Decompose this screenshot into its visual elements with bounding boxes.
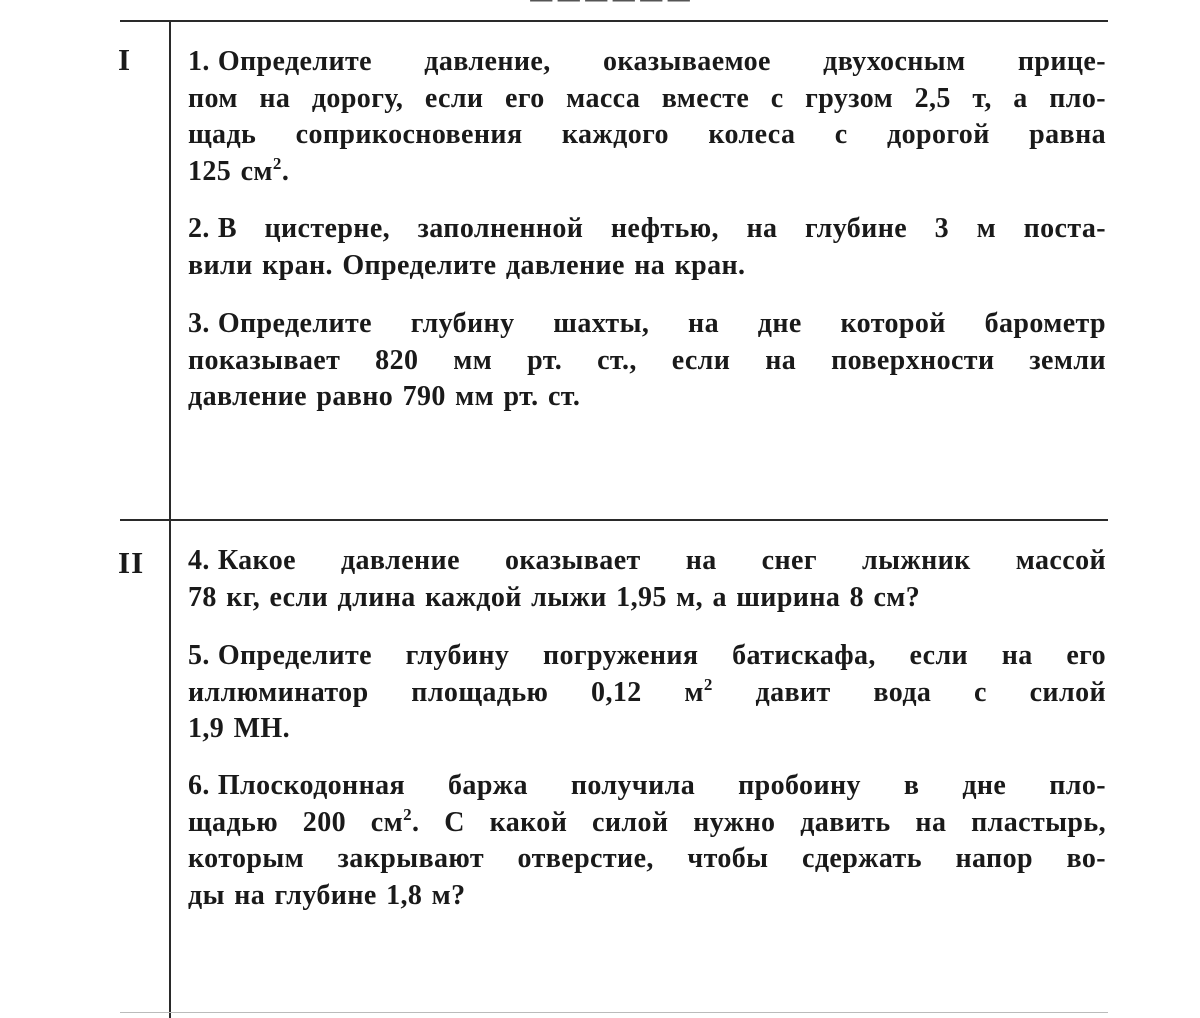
problem-text-line: щадь соприкосновения каждого колеса с дорогой равна	[188, 119, 1106, 150]
problem-text-line: Определите глубину шахты, на дне которой барометр	[217, 308, 1106, 339]
problem-5	[188, 638, 1106, 748]
problem-text-line: 1,9 МН.	[188, 713, 291, 744]
table-row-divider	[120, 519, 1108, 521]
problem-text-line: Плоскодонная баржа получила пробоину в дне пло-	[217, 770, 1106, 801]
problem-text-line: вили кран. Определите давление на кран.	[188, 249, 746, 281]
superscript: 2	[272, 153, 282, 173]
problem-text-line: . С какой силой нужно давить на пластырь,	[412, 806, 1107, 838]
problem-6	[188, 768, 1106, 914]
problem-text-line: 125 см	[188, 155, 273, 187]
variant-label-ii: II	[118, 545, 145, 580]
problem-text-line: которым закрывают отверстие, чтобы сдержать напор во-	[188, 843, 1106, 874]
problem-text-line: Определите давление, оказываемое двухосным прице-	[217, 46, 1106, 77]
problem-text-line: Какое давление оказывает на снег лыжник массой	[217, 545, 1106, 576]
problem-text-line: Определите глубину погружения батискафа, если на его	[217, 640, 1106, 671]
problem-3	[188, 306, 1106, 416]
problem-number: 1.	[188, 46, 210, 77]
problem-number: 3.	[188, 308, 210, 339]
superscript: 2	[403, 804, 413, 824]
problem-2	[188, 211, 1106, 284]
problem-text-line: .	[281, 155, 290, 187]
table-top-border	[120, 20, 1108, 22]
problem-text-line: иллюминатор площадью 0,12 м	[188, 676, 704, 708]
problem-number: 2.	[188, 213, 210, 244]
problem-text-line: ды на глубине 1,8 м?	[188, 879, 466, 911]
problem-text-line: В цистерне, заполненной нефтью, на глубине 3 м поста-	[217, 213, 1106, 244]
problem-text-line: щадью 200 см	[188, 806, 404, 838]
cropped-heading-remnant	[500, 0, 720, 6]
problem-number: 6.	[188, 770, 210, 801]
table-bottom-edge	[120, 1012, 1108, 1013]
problem-text-line: 78 кг, если длина каждой лыжи 1,95 м, а ширина 8 см?	[188, 581, 921, 613]
superscript: 2	[703, 674, 713, 694]
problem-number: 4.	[188, 545, 210, 576]
variant-label-i: I	[118, 42, 132, 77]
problem-text-line: пом на дорогу, если его масса вместе с грузом 2,5 т, а пло-	[188, 82, 1106, 114]
problem-number: 5.	[188, 640, 210, 671]
problem-text-line: давит вода с силой	[712, 676, 1107, 708]
problem-text-line: показывает 820 мм рт. ст., если на поверхности земли	[188, 344, 1106, 376]
problem-4	[188, 543, 1106, 616]
problem-1	[188, 44, 1106, 190]
problem-text-line: давление равно 790 мм рт. ст.	[188, 381, 581, 412]
